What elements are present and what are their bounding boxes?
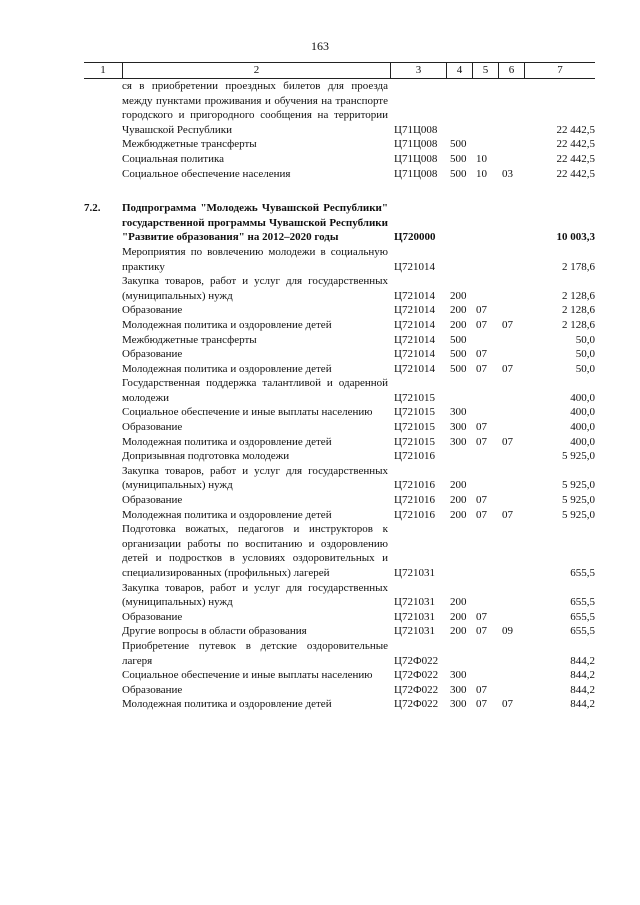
row-description: Молодежная политика и оздоровление детей [122, 362, 332, 375]
table-header [84, 62, 595, 79]
row-spacer [84, 181, 595, 201]
row-description: Допризывная подготовка молодежи [122, 450, 290, 463]
row-expense-type: 500 [450, 333, 467, 346]
table-row [84, 449, 595, 464]
row-description: Молодежная политика и оздоровление детей [122, 435, 332, 448]
table-row [84, 493, 595, 508]
header-col-5: 5 [472, 63, 498, 78]
row-expense-type: 200 [450, 610, 467, 623]
row-subsection: 03 [502, 167, 513, 180]
row-description: Образование [122, 494, 183, 507]
table-row [84, 318, 595, 333]
row-description: Межбюджетные трансферты [122, 138, 257, 151]
table-row [84, 405, 595, 420]
row-description: Образование [122, 683, 183, 696]
row-description: Государственная поддержка талантливой и одаренной молодежи [122, 377, 388, 404]
row-target-code: Ц71Ц008 [394, 152, 438, 165]
row-expense-type: 300 [450, 669, 467, 682]
table-row [84, 362, 595, 377]
table-row [84, 303, 595, 318]
row-target-code: Ц71Ц008 [394, 167, 438, 180]
row-amount: 2 128,6 [562, 289, 595, 302]
row-expense-type: 200 [450, 508, 467, 521]
row-section: 07 [476, 508, 487, 521]
table-body [84, 79, 595, 712]
row-amount: 844,2 [570, 654, 595, 667]
row-description: Другие вопросы в области образования [122, 625, 307, 638]
row-description: Закупка товаров, работ и услуг для государственных (муниципальных) нужд [122, 464, 388, 492]
row-expense-type: 500 [450, 138, 467, 151]
row-expense-type: 300 [450, 683, 467, 696]
row-amount: 400,0 [570, 435, 595, 448]
row-description: ся в приобретении проездных билетов для проезда между пунктами проживания и обучения на транспорте городского и пригородного сообщения на территории Чувашской Республики [122, 80, 388, 136]
row-target-code: Ц72Ф022 [394, 698, 439, 711]
row-target-code: Ц721014 [394, 289, 435, 302]
row-description: Закупка товаров, работ и услуг для государственных (муниципальных) нужд [122, 275, 388, 302]
row-amount: 50,0 [575, 362, 595, 375]
row-section: 07 [476, 625, 487, 638]
row-subsection: 07 [502, 362, 513, 375]
row-description: Социальная политика [122, 152, 225, 165]
row-description: Социальное обеспечение и иные выплаты населению [122, 669, 373, 682]
row-section: 07 [476, 421, 487, 434]
row-expense-type: 300 [450, 435, 467, 448]
table-row [84, 347, 595, 362]
table-row [84, 333, 595, 348]
row-description: Образование [122, 421, 183, 434]
row-target-code: Ц71Ц008 [394, 138, 438, 151]
row-description: Закупка товаров, работ и услуг для государственных (муниципальных) нужд [122, 581, 388, 609]
row-description: Образование [122, 348, 183, 361]
table-row [84, 522, 595, 580]
table-row [84, 697, 595, 712]
table-row [84, 152, 595, 167]
row-expense-type: 300 [450, 406, 467, 419]
row-expense-type: 300 [450, 698, 467, 711]
row-description: Молодежная политика и оздоровление детей [122, 508, 332, 521]
row-expense-type: 200 [450, 625, 467, 638]
header-col-3: 3 [390, 63, 446, 78]
row-target-code: Ц721014 [394, 333, 435, 346]
row-target-code: Ц720000 [394, 231, 436, 244]
row-description: Подготовка вожатых, педагогов и инструкторов к организации работы по воспитанию и оздоровлению детей и подростков в условиях оздоровительных и специализированных (профильных) лагерей [122, 523, 388, 579]
row-expense-type: 300 [450, 421, 467, 434]
table-row [84, 610, 595, 625]
row-target-code: Ц721031 [394, 625, 435, 638]
row-amount: 655,5 [570, 625, 595, 638]
row-amount: 400,0 [570, 391, 595, 404]
row-section: 07 [476, 698, 487, 711]
row-amount: 400,0 [570, 421, 595, 434]
table-row [84, 167, 595, 182]
row-amount: 655,5 [570, 596, 595, 609]
table-row [84, 639, 595, 668]
row-section: 10 [476, 152, 487, 165]
row-expense-type: 200 [450, 318, 467, 331]
row-section: 07 [476, 318, 487, 331]
row-amount: 844,2 [570, 683, 595, 696]
header-col-6: 6 [498, 63, 524, 78]
row-amount: 655,5 [570, 567, 595, 579]
row-expense-type: 200 [450, 304, 467, 317]
row-target-code: Ц721016 [394, 494, 435, 507]
row-description: Молодежная политика и оздоровление детей [122, 318, 332, 331]
row-target-code: Ц721016 [394, 508, 435, 521]
row-subsection: 07 [502, 508, 513, 521]
row-expense-type: 200 [450, 289, 467, 302]
table-row [84, 201, 595, 245]
header-col-2: 2 [122, 63, 390, 78]
row-description: Приобретение путевок в детские оздоровительные лагеря [122, 639, 388, 667]
row-amount: 2 128,6 [562, 304, 595, 317]
row-amount: 655,5 [570, 610, 595, 623]
table-row [84, 508, 595, 523]
row-target-code: Ц72Ф022 [394, 683, 439, 696]
row-target-code: Ц721015 [394, 406, 435, 419]
row-section: 07 [476, 362, 487, 375]
row-amount: 400,0 [570, 406, 595, 419]
row-target-code: Ц721015 [394, 421, 435, 434]
row-amount: 5 925,0 [562, 494, 595, 507]
row-target-code: Ц721031 [394, 610, 435, 623]
row-description: Социальное обеспечение населения [122, 167, 291, 180]
row-section: 10 [476, 167, 487, 180]
table-row [84, 668, 595, 683]
row-amount: 5 925,0 [562, 450, 595, 463]
budget-table [84, 62, 595, 712]
table-row [84, 581, 595, 610]
row-amount: 844,2 [570, 698, 595, 711]
row-amount: 2 178,6 [562, 260, 595, 273]
table-row [84, 376, 595, 405]
row-expense-type: 500 [450, 167, 467, 180]
row-expense-type: 500 [450, 362, 467, 375]
row-subsection: 09 [502, 625, 513, 638]
row-target-code: Ц72Ф022 [394, 654, 439, 667]
row-section: 07 [476, 494, 487, 507]
row-expense-type: 200 [450, 596, 467, 609]
row-expense-type: 500 [450, 348, 467, 361]
row-target-code: Ц721016 [394, 450, 435, 463]
header-col-4: 4 [446, 63, 472, 78]
header-col-1: 1 [100, 64, 106, 76]
row-subsection: 07 [502, 435, 513, 448]
row-amount: 844,2 [570, 669, 595, 682]
row-amount: 5 925,0 [562, 508, 595, 521]
row-target-code: Ц72Ф022 [394, 669, 439, 682]
table-row [84, 683, 595, 698]
row-target-code: Ц721016 [394, 479, 435, 492]
row-section: 07 [476, 348, 487, 361]
table-row [84, 464, 595, 493]
row-target-code: Ц721014 [394, 318, 435, 331]
row-description: Образование [122, 304, 183, 317]
row-description: Молодежная политика и оздоровление детей [122, 698, 332, 711]
table-row [84, 79, 595, 137]
row-target-code: Ц721014 [394, 304, 435, 317]
row-number: 7.2. [84, 202, 101, 215]
row-target-code: Ц71Ц008 [394, 123, 438, 136]
page-number: 163 [311, 39, 329, 53]
row-subsection: 07 [502, 318, 513, 331]
row-description: Социальное обеспечение и иные выплаты населению [122, 406, 373, 419]
table-row [84, 420, 595, 435]
row-amount: 22 442,5 [556, 123, 595, 136]
row-expense-type: 500 [450, 152, 467, 165]
row-amount: 50,0 [575, 333, 595, 346]
row-section: 07 [476, 610, 487, 623]
row-description: Мероприятия по вовлечению молодежи в социальную практику [122, 245, 388, 273]
row-amount: 5 925,0 [562, 479, 595, 492]
table-row [84, 137, 595, 152]
row-target-code: Ц721015 [394, 435, 435, 448]
row-amount: 22 442,5 [556, 138, 595, 151]
row-target-code: Ц721031 [394, 596, 435, 609]
table-row [84, 624, 595, 639]
row-amount: 22 442,5 [556, 167, 595, 180]
row-amount: 10 003,3 [556, 231, 595, 244]
row-description: Подпрограмма "Молодежь Чувашской Республики" государственной программы Чувашской Республики "Развитие образования" на 2012–2020 годы [122, 202, 388, 244]
row-target-code: Ц721014 [394, 362, 435, 375]
row-description: Межбюджетные трансферты [122, 333, 257, 346]
row-subsection: 07 [502, 698, 513, 711]
table-row [84, 245, 595, 274]
header-col-7: 7 [524, 63, 595, 78]
row-section: 07 [476, 683, 487, 696]
table-row [84, 435, 595, 450]
row-expense-type: 200 [450, 494, 467, 507]
table-row [84, 274, 595, 303]
row-amount: 50,0 [575, 348, 595, 361]
row-amount: 2 128,6 [562, 318, 595, 331]
row-section: 07 [476, 435, 487, 448]
row-description: Образование [122, 610, 183, 623]
row-target-code: Ц721014 [394, 348, 435, 361]
row-target-code: Ц721015 [394, 391, 435, 404]
row-section: 07 [476, 304, 487, 317]
row-expense-type: 200 [450, 479, 467, 492]
row-amount: 22 442,5 [556, 152, 595, 165]
row-target-code: Ц721031 [394, 567, 435, 579]
row-target-code: Ц721014 [394, 260, 435, 273]
